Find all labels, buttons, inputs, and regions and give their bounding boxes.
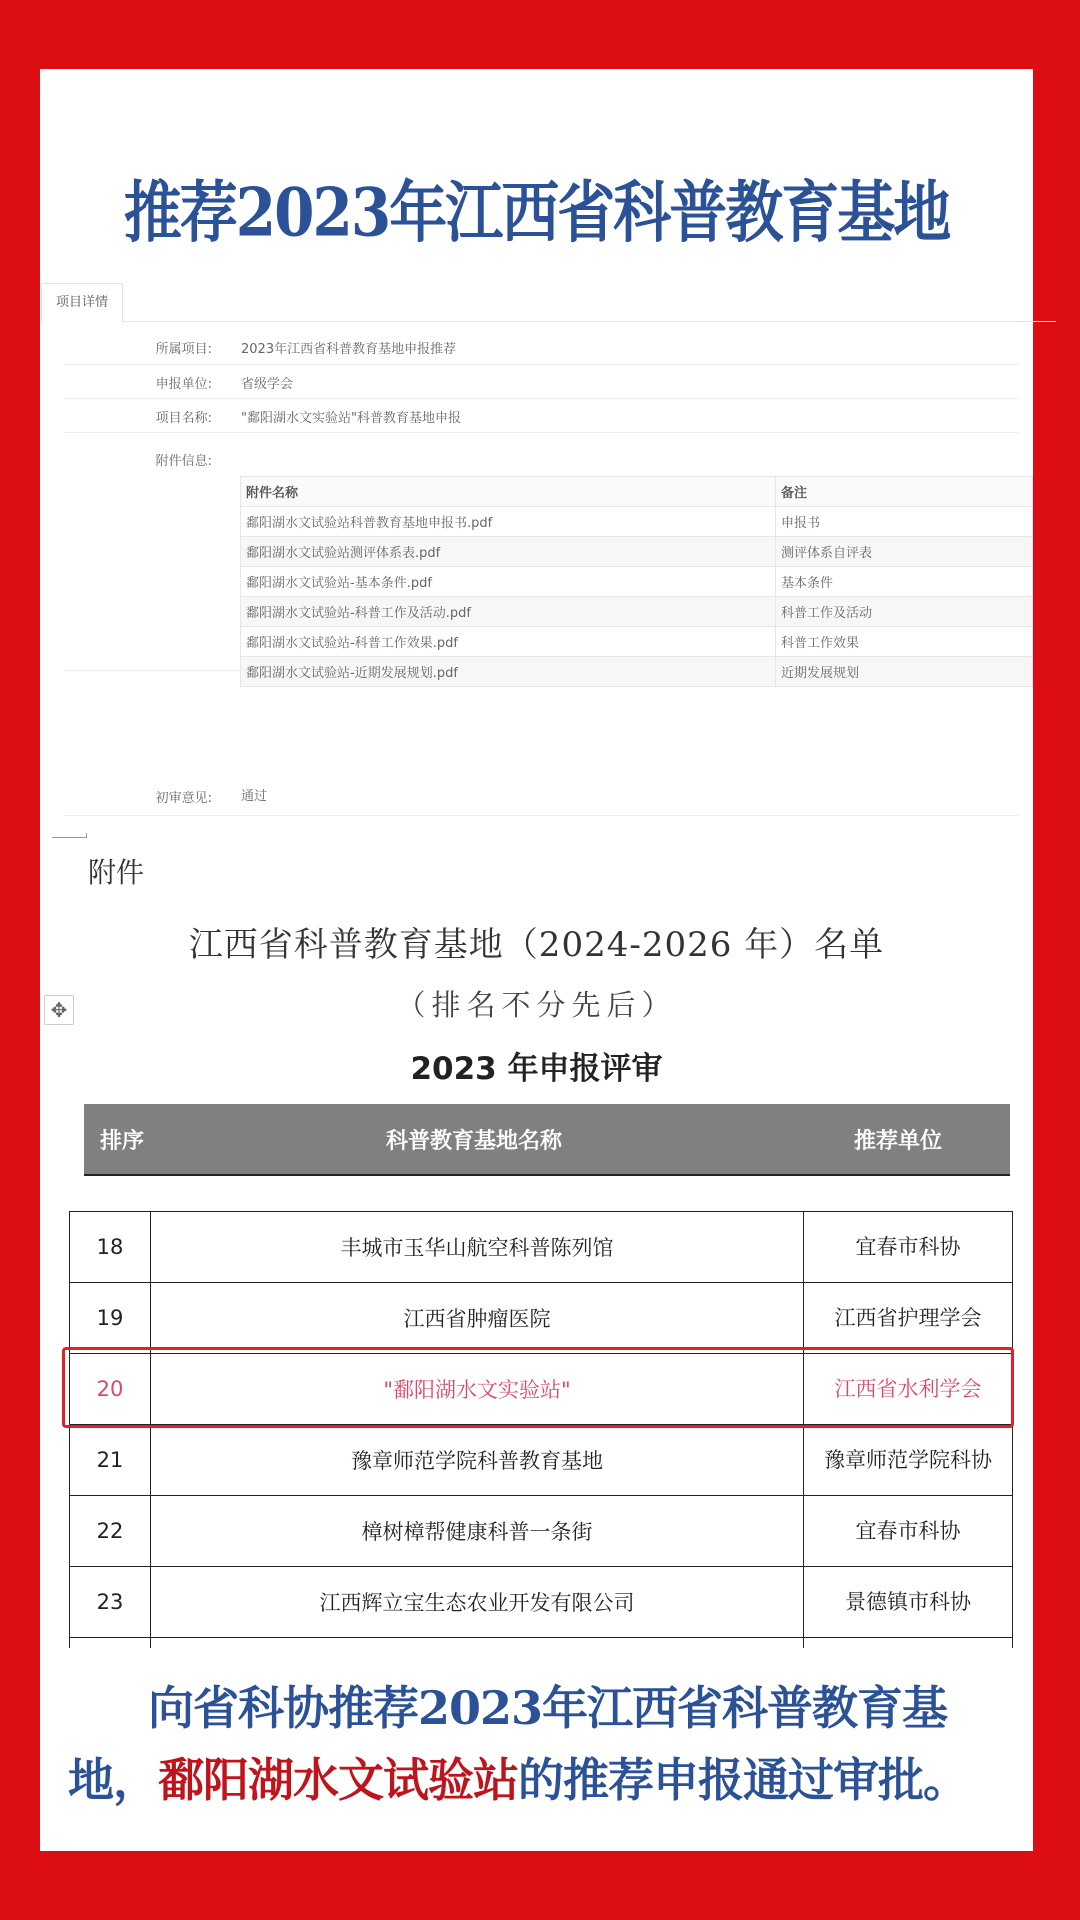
page-corner-mark xyxy=(52,837,87,838)
attachment-note: 科普工作效果 xyxy=(776,627,1033,657)
rank-cell: 19 xyxy=(70,1283,151,1354)
summary-highlight: 鄱阳湖水文试验站 xyxy=(158,1753,518,1807)
table-move-handle-icon[interactable]: ✥ xyxy=(44,995,74,1025)
field-label: 申报单位: xyxy=(155,377,212,392)
attachment-file-link[interactable]: 鄱阳湖水文试验站-科普工作效果.pdf xyxy=(241,627,776,657)
review-year-heading: 2023 年申报评审 xyxy=(410,1051,663,1087)
rank-cell: 20 xyxy=(70,1354,151,1425)
field-label: 所属项目: xyxy=(155,342,212,357)
content-panel xyxy=(40,69,1033,1851)
table-row xyxy=(70,1425,1013,1496)
attachment-note: 基本条件 xyxy=(776,567,1033,597)
attachments-table xyxy=(240,476,1033,687)
rank-cell: 22 xyxy=(70,1496,151,1567)
list-header xyxy=(84,1104,1010,1176)
field-label: 初审意见: xyxy=(155,791,212,806)
empty-cell xyxy=(804,1638,1013,1649)
tab-divider xyxy=(122,321,1056,322)
attachment-file-link[interactable]: 鄱阳湖水文试验站测评体系表.pdf xyxy=(241,537,776,567)
name-cell: 丰城市玉华山航空科普陈列馆 xyxy=(151,1212,804,1283)
empty-cell xyxy=(70,1638,151,1649)
attachment-file-link[interactable]: 鄱阳湖水文试验站科普教育基地申报书.pdf xyxy=(241,507,776,537)
table-row xyxy=(70,1212,1013,1283)
attachment-note: 近期发展规划 xyxy=(776,657,1033,687)
field-value: 通过 xyxy=(241,789,268,804)
attachment-file-link[interactable]: 鄱阳湖水文试验站-科普工作及活动.pdf xyxy=(241,597,776,627)
attachment-row[interactable] xyxy=(241,567,1033,597)
document-title: 江西省科普教育基地（2024-2026 年）名单 xyxy=(188,925,885,965)
name-cell: "鄱阳湖水文实验站" xyxy=(151,1354,804,1425)
document-subtitle: （排名不分先后） xyxy=(396,988,677,1022)
attachment-note: 申报书 xyxy=(776,507,1033,537)
unit-cell: 景德镇市科协 xyxy=(804,1567,1013,1638)
tab-project-details[interactable]: 项目详情 xyxy=(41,283,123,322)
rank-cell: 18 xyxy=(70,1212,151,1283)
unit-cell: 豫章师范学院科协 xyxy=(804,1425,1013,1496)
field-label: 附件信息: xyxy=(155,454,212,469)
field-value: 省级学会 xyxy=(241,377,294,392)
unit-cell: 宜春市科协 xyxy=(804,1212,1013,1283)
unit-cell: 江西省水利学会 xyxy=(804,1354,1013,1425)
field-value: 2023年江西省科普教育基地申报推荐 xyxy=(241,342,457,357)
attachment-row[interactable] xyxy=(241,627,1033,657)
table-row xyxy=(70,1283,1013,1354)
name-cell: 樟树樟帮健康科普一条街 xyxy=(151,1496,804,1567)
attachment-row[interactable] xyxy=(241,507,1033,537)
attachment-note: 科普工作及活动 xyxy=(776,597,1033,627)
unit-cell: 宜春市科协 xyxy=(804,1496,1013,1567)
field-label: 项目名称: xyxy=(155,411,212,426)
attachment-file-link[interactable]: 鄱阳湖水文试验站-近期发展规划.pdf xyxy=(241,657,776,687)
summary-part1: 向省科协推荐2023年江西省科普教育基地， xyxy=(68,1681,948,1807)
attachments-header-row xyxy=(241,477,1033,507)
highlight-box xyxy=(62,1347,1014,1428)
page-headline: 推荐2023年江西省科普教育基地 xyxy=(123,173,950,252)
attachment-file-link[interactable]: 鄱阳湖水文试验站-基本条件.pdf xyxy=(241,567,776,597)
attachment-row[interactable] xyxy=(241,597,1033,627)
name-cell: 豫章师范学院科普教育基地 xyxy=(151,1425,804,1496)
field-applicant-unit xyxy=(64,365,1019,399)
attachment-row[interactable] xyxy=(241,537,1033,567)
table-row xyxy=(70,1567,1013,1638)
empty-cell xyxy=(151,1638,804,1649)
column-header-name: 科普教育基地名称 xyxy=(386,1129,563,1154)
attachment-note: 测评体系自评表 xyxy=(776,537,1033,567)
table-row-cropped xyxy=(70,1638,1013,1649)
column-header-note: 备注 xyxy=(776,477,1033,507)
summary-text xyxy=(68,1672,1018,1816)
field-review-opinion xyxy=(64,775,1019,816)
attachment-heading: 附件 xyxy=(88,856,145,889)
name-cell: 江西省肿瘤医院 xyxy=(151,1283,804,1354)
base-list-table xyxy=(69,1211,1013,1648)
attachment-row[interactable] xyxy=(241,657,1033,687)
table-row xyxy=(70,1496,1013,1567)
unit-cell: 江西省护理学会 xyxy=(804,1283,1013,1354)
column-header-rank: 排序 xyxy=(100,1129,145,1154)
column-header-unit: 推荐单位 xyxy=(854,1129,943,1154)
field-value: "鄱阳湖水文实验站"科普教育基地申报 xyxy=(241,411,461,426)
name-cell: 江西辉立宝生态农业开发有限公司 xyxy=(151,1567,804,1638)
field-project-category xyxy=(64,331,1019,365)
field-project-name xyxy=(64,399,1019,433)
rank-cell: 23 xyxy=(70,1567,151,1638)
column-header-name: 附件名称 xyxy=(241,477,776,507)
rank-cell: 21 xyxy=(70,1425,151,1496)
summary-part2: 的推荐申报通过审批。 xyxy=(518,1753,968,1807)
